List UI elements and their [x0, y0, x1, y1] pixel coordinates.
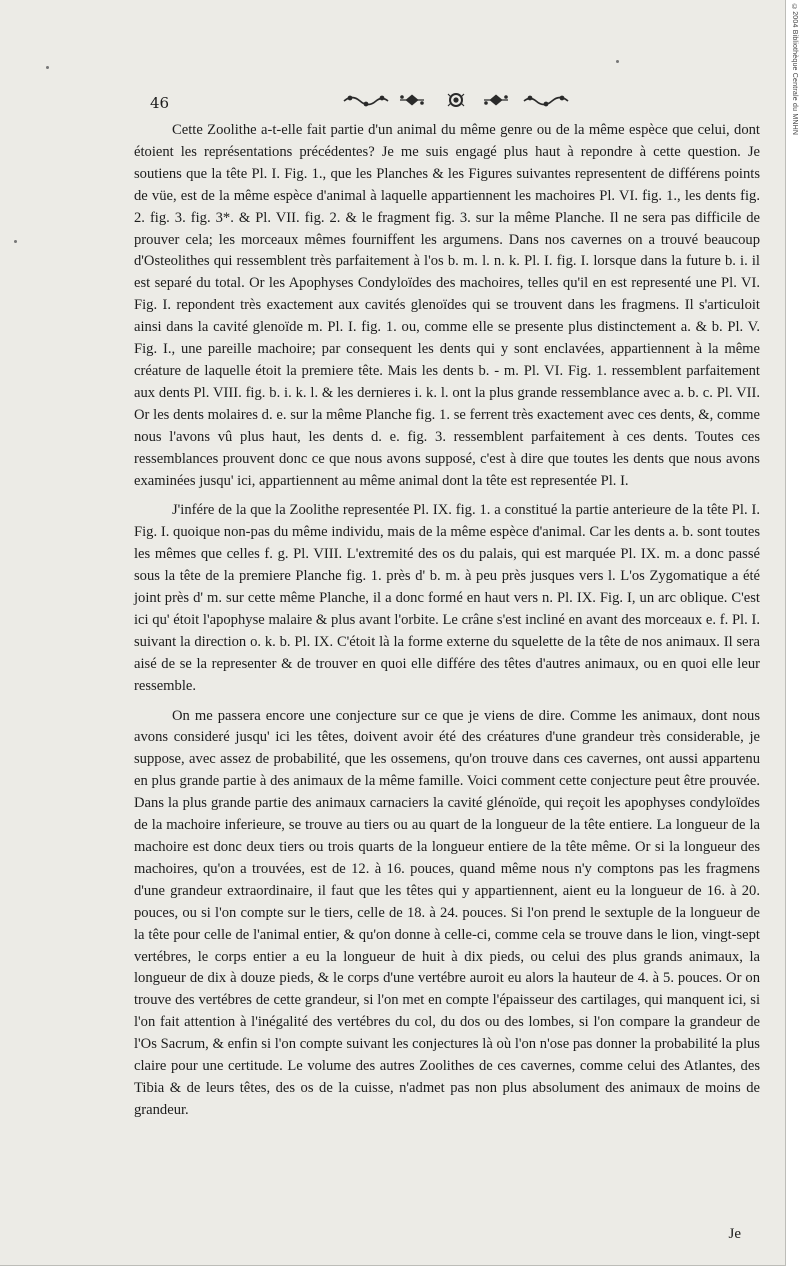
paper-speck	[616, 60, 619, 63]
paragraph-1: Cette Zoolithe a-t-elle fait partie d'un animal du même genre ou de la même espèce que celui, dont étoient les représentations précédentes? Je me suis engagé plus haut à repondre à cette question. Je soutiens que la tête Pl. I. Fig. 1., que les Planches & les Figures suivantes representent de différens points de vüe, est de la même espèce d'animal à laquelle appartiennent les machoires Pl. VI. fig. 1., les dents fig. 2. fig. 3. fig. 3*. & Pl. VII. fig. 2. & le fragment fig. 3. sur la même Planche. Il ne sera pas difficile de prouver cela; les morceaux mêmes fourniffent les argumens. Dans nos cavernes on a trouvé beaucoup d'Osteolithes qui ressemblent très parfaitement à l'os b. m. l. n. k. Pl. I. fig. I. lorsque dans la future b. i. il est separé du total. Or les Apophyses Condyloïdes des machoires, telles qu'il en est representé une Pl. VI. Fig. I. repondent très exactement aux cavités glenoïdes qui se trouvent dans les fragmens. Il s'articuloit ainsi dans la cavité glenoïde m. Pl. I. fig. 1. ou, comme elle se presente plus distinctement a. & b. Pl. V. Fig. I., une pareille machoire; par consequent les dents qui y sont enclavées, appartiennent à la même créature de laquelle étoit la premiere tête. Mais les dents b. - m. Pl. VI. Fig. 1. ressemblent parfaitement aux dents Pl. VIII. fig. b. i. k. l. & les dernieres i. k. l. ont la plus grande ressemblance avec a. b. c. Pl. VII. Or les dents molaires d. e. sur la même Planche fig. 1. se ferrent très exactement avec ces dents, &, comme nous l'avons vû plus haut, les dents d. e. fig. 3. ressemblent parfaitement à ces dents. Toutes ces ressemblances prouvent donc ce que nous avons supposé, c'est à dire que toutes les dents que nous avons examinées jusqu' ici, appartiennent au même animal dont la tête est representée Pl. I.	[134, 122, 760, 489]
main-text	[134, 120, 760, 1122]
paragraph-3: On me passera encore une conjecture sur ce que je viens de dire. Comme les animaux, dont nous avons consideré jusqu' ici les têtes, doivent avoir été des créatures d'une grandeur très considerable, je suppose, avec assez de probabilité, que les ossemens, qu'on trouve dans ces cavernes, ont aussi appartenu en plus grande partie à des animaux de la même famille. Voici comment cette conjecture peut être prouvée. Dans la plus grande partie des animaux carnaciers la cavité glénoïde, qui reçoit les apophyses condyloïdes de la machoire inferieure, se trouve au tiers ou au quart de la longueur de la tête entiere. La longueur de la machoire est donc deux tiers ou trois quarts de la longueur entiere de la tête même. Or si la longueur des machoires, qu'on a trouvées, est de 12. à 16. pouces, quand même nous n'y comptons pas les fragmens d'une grandeur extraordinaire, il faut que les têtes qui y appartiennent, aient eu la longueur de 16. à 20. pouces, ou si l'on compte sur le tiers, celle de 18. à 24. pouces. Si l'on prend le sextuple de la longueur de la tête pour celle de l'animal entier, & qu'on donne à celle-ci, comme cela se trouve dans le lion, vingt-sept vertébres, le corps entier a eu la longueur de huit à dix pieds, ou celui des plus grands animaux, la longueur de dix à douze pieds, & le corps d'une vertébre auroit eu alors la hauteur de 4. à 5. pouces. Or on trouve des vertébres de cette grandeur, si l'on met en compte l'épaisseur des cartilages, qui manquent ici, si l'on fait attention à l'inégalité des vertébres du col, du dos ou des lombes, si l'on compare la grandeur de l'Os Sacrum, & enfin si l'on compte suivant les conjectures là où l'on n'ose pas donner la probabilité la plus claire pour une certitude. Le volume des autres Zoolithes de ces cavernes, comme celui des Atlantes, des Tibia & de leurs têtes, des os de la cuisse, n'admet pas non plus absolument des animaux de moins de grandeur.	[134, 707, 760, 1118]
catchword: Je	[728, 1226, 741, 1242]
paper-speck	[46, 66, 49, 69]
paragraph-2: J'infére de la que la Zoolithe representée Pl. IX. fig. 1. a constitué la partie anterieure de la tête Pl. I. Fig. I. quoique non-pas du même individu, mais de la même espèce d'animal. Car les dents a. b. sont toutes les mêmes que celles f. g. Pl. VIII. L'extremité des os du palais, qui est marquée Pl. IX. m. a donc passé sous la tête de la premiere Planche fig. 1. près d' b. m. à peu près jusques vers l. L'os Zygomatique a été joint près d' m. sur cette même Planche, il a donc formé en haut vers n. Pl. IX. Fig. I, un arc oblique. C'est ici qu' étoit l'apophyse malaire & plus avant l'orbite. Le crâne s'est incliné en avant des morceaux e. f. Pl. I. suivant la direction o. k. b. Pl. IX. C'étoit là la forme externe du squelette de la tête de nos animaux. Il sera aisé de se la representer & de trouver en quoi elle différe des têtes d'autres animaux, ou en quoi elle leur ressemble.	[134, 502, 760, 694]
page-number: 46	[150, 94, 170, 112]
page-header	[150, 88, 690, 112]
printers-ornament-icon	[340, 92, 572, 108]
paper-speck	[14, 240, 17, 243]
library-watermark: ©2004 Bibliothèque Centrale du MNHN	[791, 4, 798, 136]
